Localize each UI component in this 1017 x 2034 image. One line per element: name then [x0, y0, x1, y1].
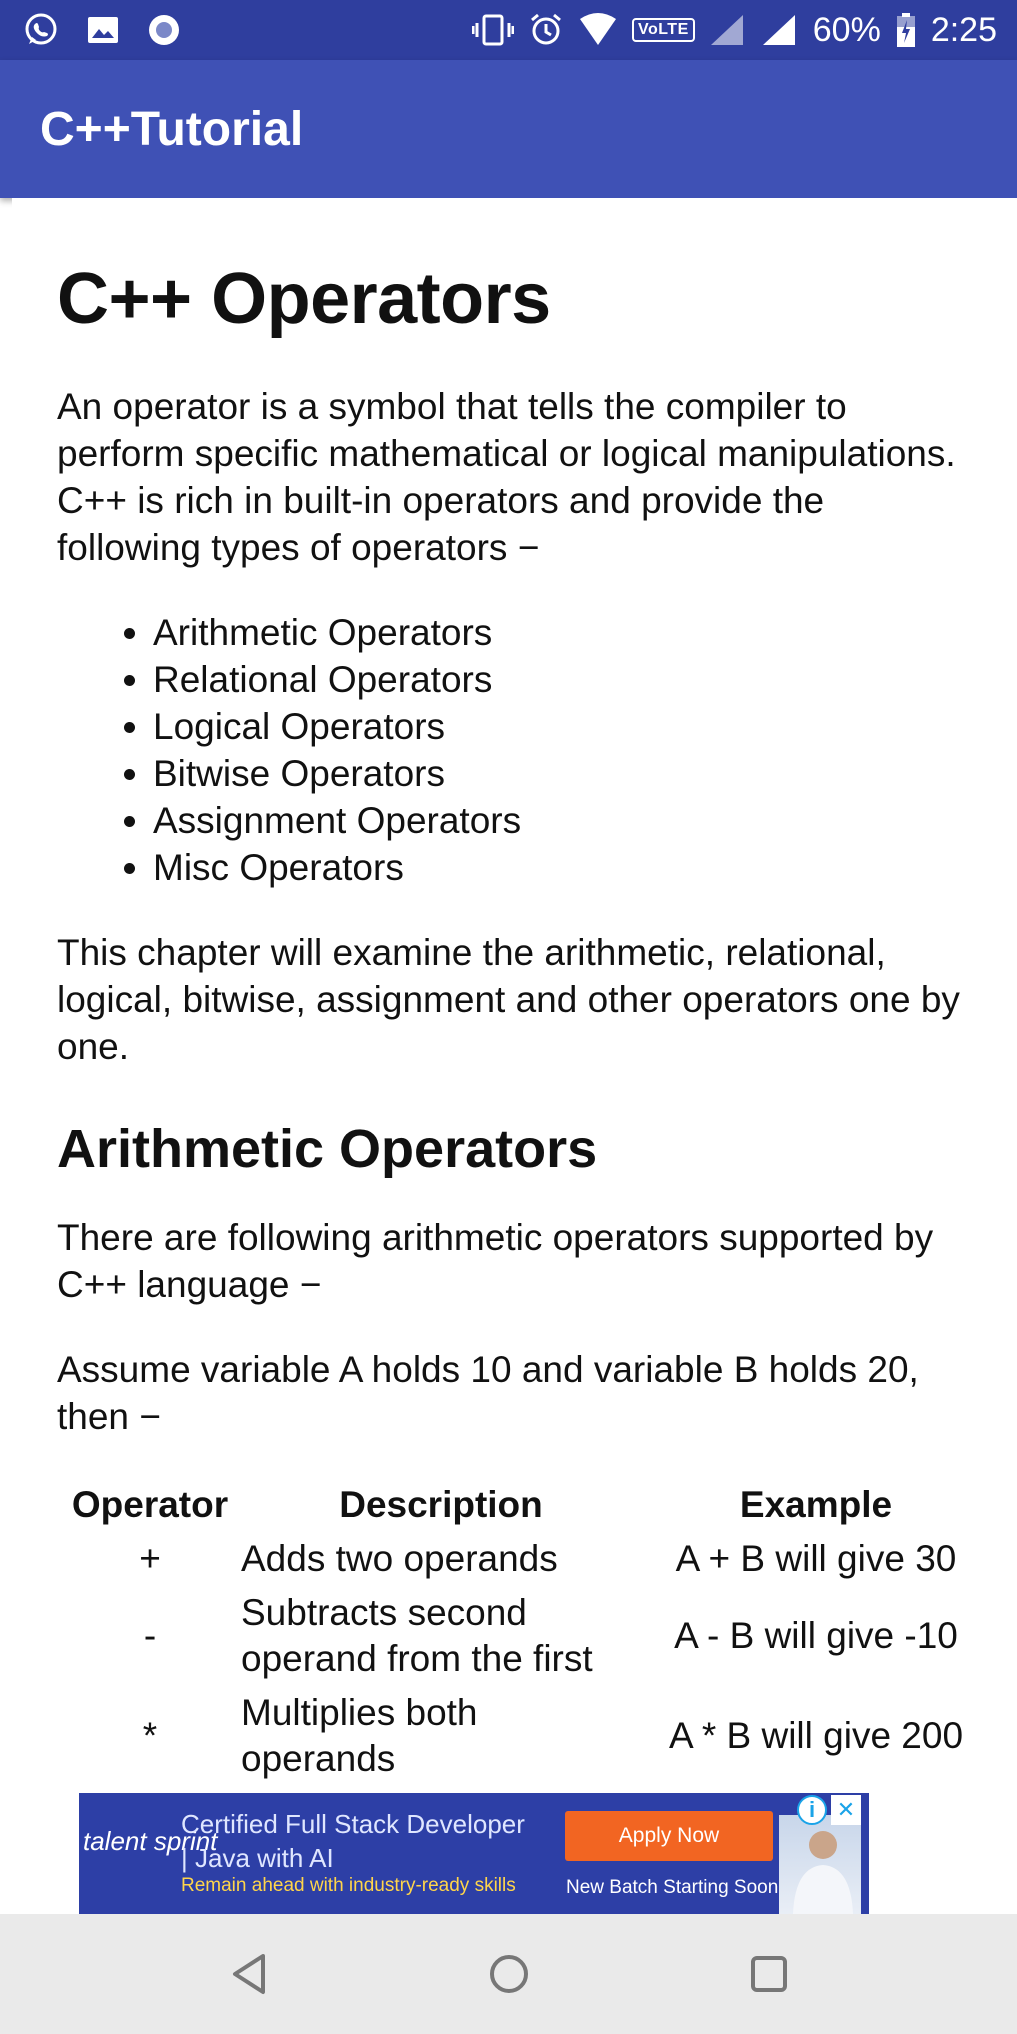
recents-icon[interactable] [739, 1944, 799, 2004]
column-header-example: Example [739, 1483, 893, 1525]
table-row [65, 1532, 985, 1586]
record-icon [146, 12, 182, 48]
operators-table [65, 1478, 985, 1786]
article-content[interactable] [12, 198, 1017, 1793]
intro-paragraph: An operator is a symbol that tells the compiler to perform specific mathematical or logical manipulations. C++ is rich in built-in operators and provide the following types of operators − [57, 386, 956, 569]
back-icon[interactable] [219, 1944, 279, 2004]
navigation-bar [0, 1914, 1017, 2034]
list-item: • Misc Operators [153, 844, 971, 891]
description-cell: Multiplies both operands [241, 1691, 478, 1779]
page-title: C++ Operators [57, 259, 551, 339]
whatsapp-icon [22, 11, 60, 49]
section-title: Arithmetic Operators [57, 1119, 598, 1180]
ad-headline [181, 1807, 525, 1875]
table-row [65, 1686, 985, 1786]
ad-headline-line: Certified Full Stack Developer [181, 1809, 525, 1839]
status-bar [0, 0, 1017, 60]
operator-cell: + [139, 1537, 161, 1579]
vibrate-icon [472, 13, 514, 47]
ad-info-icon[interactable]: i [797, 1795, 827, 1825]
table-header-row [65, 1478, 985, 1532]
image-icon [86, 13, 120, 47]
clock: 2:25 [930, 10, 997, 49]
signal-icon [761, 13, 799, 47]
operator-types-list [57, 609, 971, 891]
table-row [65, 1586, 985, 1686]
ad-brand-logo: talent sprint [83, 1826, 218, 1856]
wifi-icon [578, 13, 618, 47]
volte-badge: VoLTE [632, 18, 695, 42]
assumption-text: Assume variable A holds 10 and variable B holds 20, then − [57, 1348, 919, 1437]
description-cell: Subtracts second operand from the first [241, 1591, 593, 1679]
example-cell: A - B will give -10 [674, 1614, 958, 1656]
battery-icon [895, 12, 917, 48]
alarm-icon [528, 12, 564, 48]
ad-person-image [779, 1815, 861, 1914]
column-header-operator: Operator [71, 1483, 229, 1525]
operator-cell: - [143, 1614, 157, 1656]
battery-percent: 60% [812, 10, 881, 49]
home-icon[interactable] [479, 1944, 539, 2004]
signal-icon [709, 13, 747, 47]
operator-cell: * [142, 1714, 158, 1756]
section-intro: There are following arithmetic operators supported by C++ language − [57, 1216, 934, 1305]
ad-banner[interactable] [79, 1793, 869, 1914]
list-item: • Assignment Operators [153, 797, 971, 844]
example-cell: A * B will give 200 [668, 1714, 964, 1756]
ad-close-icon[interactable]: ✕ [831, 1795, 861, 1825]
ad-batch-note: New Batch Starting Soon [566, 1877, 779, 1898]
ad-headline-line: | Java with AI [181, 1843, 334, 1873]
list-item: • Bitwise Operators [153, 750, 971, 797]
example-cell: A + B will give 30 [675, 1537, 957, 1579]
column-header-description: Description [339, 1483, 543, 1525]
app-bar [0, 60, 1017, 198]
list-item: • Logical Operators [153, 703, 971, 750]
list-item: • Arithmetic Operators [153, 609, 971, 656]
ad-tagline: Remain ahead with industry-ready skills [181, 1875, 516, 1896]
apply-now-button[interactable]: Apply Now [565, 1811, 773, 1861]
description-cell: Adds two operands [241, 1537, 558, 1579]
chapter-note: This chapter will examine the arithmetic, relational, logical, bitwise, assignment and other operators one by one. [57, 932, 960, 1068]
list-item: • Relational Operators [153, 656, 971, 703]
app-title: C++Tutorial [40, 102, 304, 156]
